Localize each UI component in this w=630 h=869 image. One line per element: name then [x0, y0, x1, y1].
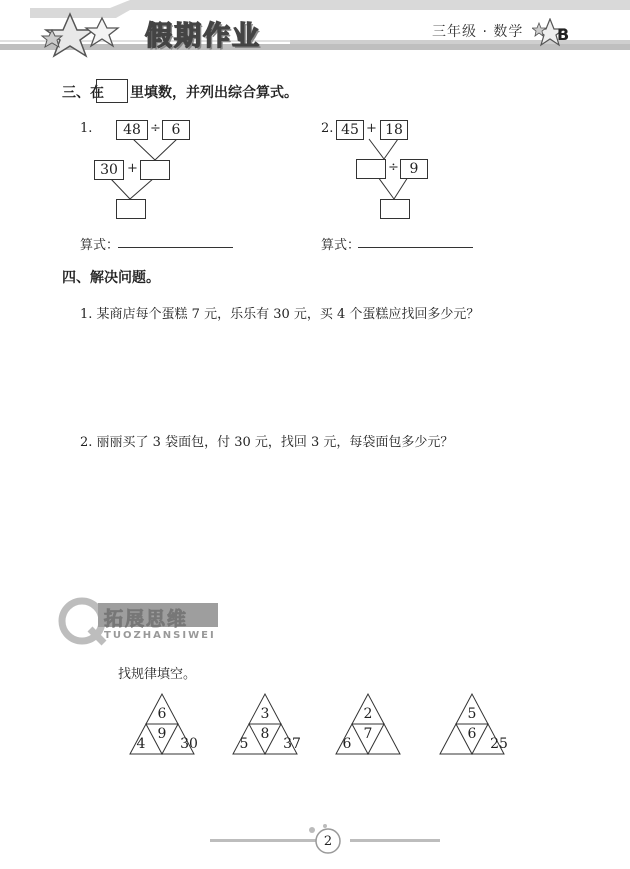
problem2-answer-box-1[interactable]	[356, 159, 386, 179]
problem2-box-c: 9	[400, 159, 428, 179]
problem2-answer-box-2[interactable]	[380, 199, 410, 219]
section3-title-prefix: 三、在	[62, 85, 104, 101]
triangle-3-top-number: 2	[363, 706, 373, 722]
problem2-box-b: 18	[380, 120, 408, 140]
problem2-number: 2.	[321, 121, 334, 136]
section4-title: 四、解决问题。	[62, 270, 160, 286]
problem1-answer-box-2[interactable]	[116, 199, 146, 219]
triangle-2-right-number: 37	[283, 736, 301, 752]
header-title: 假期作业	[145, 21, 261, 52]
problem1-number: 1.	[80, 121, 93, 136]
triangle-4-top-number: 5	[467, 706, 477, 722]
problem1-connector-lines	[0, 0, 630, 260]
triangle-shapes	[0, 690, 630, 760]
extension-banner-subtitle: TUOZHANSIWEI	[104, 630, 216, 641]
problem2-box-a: 45	[336, 120, 364, 140]
problem2-formula-line[interactable]	[358, 247, 473, 248]
extension-instruction: 找规律填空。	[118, 667, 197, 682]
triangle-1-middle-number: 9	[157, 726, 167, 742]
question-1-answer-area[interactable]	[80, 325, 560, 425]
triangle-3-middle-number: 7	[363, 726, 373, 742]
problem1-formula-line[interactable]	[118, 247, 233, 248]
triangle-4-right-number: 25	[490, 736, 508, 752]
triangle-1-left-number: 4	[136, 736, 146, 752]
triangle-1-right-number: 30	[180, 736, 198, 752]
problem2-op1: +	[366, 121, 377, 136]
problem1-formula-label: 算式：	[80, 238, 120, 253]
question-2: 2. 丽丽买了 3 袋面包，付 30 元，找回 3 元，每袋面包多少元？	[80, 435, 454, 450]
page-number: 2	[323, 834, 333, 849]
header-subtitle: 三年级 · 数学	[432, 24, 524, 40]
extension-banner-title: 拓展思维	[104, 608, 189, 630]
question-2-answer-area[interactable]	[80, 455, 560, 585]
header-badge-letter: B	[557, 25, 570, 44]
problem1-answer-box-1[interactable]	[140, 160, 170, 180]
problem2-op2: ÷	[388, 160, 399, 175]
triangle-2-middle-number: 8	[260, 726, 270, 742]
problem1-box-b: 6	[162, 120, 190, 140]
problem2-formula-label: 算式：	[321, 238, 361, 253]
section3-title-suffix: 里填数，并列出综合算式。	[130, 85, 298, 101]
problem1-box-a: 48	[116, 120, 148, 140]
problem1-box-c: 30	[94, 160, 124, 180]
triangle-2-left-number: 5	[239, 736, 249, 752]
triangle-1-top-number: 6	[157, 706, 167, 722]
problem1-op2: +	[127, 161, 138, 176]
problem1-op1: ÷	[150, 121, 161, 136]
triangle-3-left-number: 6	[342, 736, 352, 752]
triangle-4-middle-number: 6	[467, 726, 477, 742]
footer-decoration	[150, 820, 480, 860]
question-1: 1. 某商店每个蛋糕 7 元，乐乐有 30 元，买 4 个蛋糕应找回多少元？	[80, 307, 480, 322]
triangle-2-top-number: 3	[260, 706, 270, 722]
